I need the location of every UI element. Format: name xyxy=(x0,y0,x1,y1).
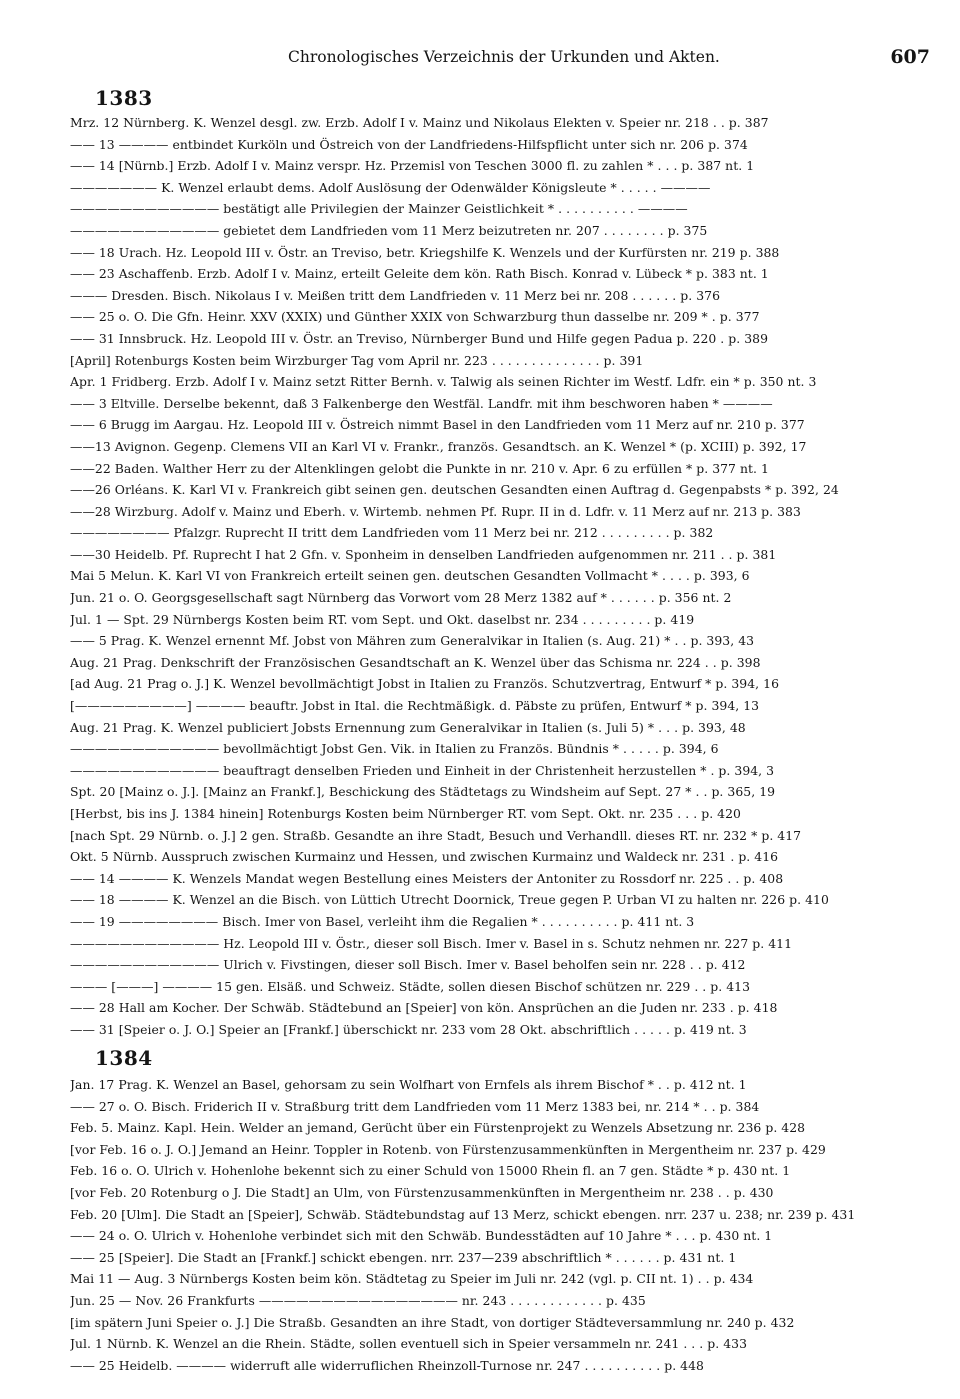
entry-line: Feb. 16 o. O. Ulrich v. Hohenlohe bekennt sich zu einer Schuld von 15000 Rhein fl. an 7 gen. Städte * p. 430 nt. 1 xyxy=(70,1163,791,1179)
entry-line: [—————————] ———— beauftr. Jobst in Ital. die Rechtmäßigk. d. Päbste zu prüfen, Entwurf * p. 394, 13 xyxy=(70,698,760,714)
entry-line: —— 27 o. O. Bisch. Friderich II v. Straßburg tritt dem Landfrieden vom 11 Merz 1383 bei, nr. 214 * . . p. 384 xyxy=(70,1098,760,1114)
entry-line: Aug. 21 Prag. Denkschrift der Französischen Gesandtschaft an K. Wenzel über das Schisma nr. 224 . . p. 398 xyxy=(70,654,761,670)
entry-line: ———————————— Hz. Leopold III v. Östr., dieser soll Bisch. Imer v. Basel in s. Schutz nehmen nr. 227 p. 411 xyxy=(70,935,793,951)
entry-line: —— 5 Prag. K. Wenzel ernennt Mf. Jobst von Mähren zum Generalvikar in Italien (s. Aug. 21) * . . p. 393, 43 xyxy=(70,633,755,649)
entry-line: Jul. 1 Nürnb. K. Wenzel an die Rhein. Städte, sollen eventuell sich in Speier versammeln nr. 241 . . . p. 433 xyxy=(70,1336,748,1352)
entry-line: —— 3 Eltville. Derselbe bekennt, daß 3 Falkenberge den Westfäl. Landfr. mit ihm beschworen haben * ———— xyxy=(70,395,773,411)
entry-line: Mrz. 12 Nürnberg. K. Wenzel desgl. zw. Erzb. Adolf I v. Mainz und Nikolaus Elekten v. Speier nr. 218 . . p. 387 xyxy=(70,115,769,130)
entry-line: ——— [———] ———— 15 gen. Elsäß. und Schweiz. Städte, sollen diesen Bischof schützen nr. 229 . . p. 413 xyxy=(70,978,751,994)
year-heading-1383: 1383 xyxy=(95,86,153,110)
entry-line: Aug. 21 Prag. K. Wenzel publiciert Jobsts Ernennung zum Generalvikar in Italien (s. Juli 5) * . . . p. 393, 48 xyxy=(70,719,746,735)
entry-line: Apr. 1 Fridberg. Erzb. Adolf I v. Mainz setzt Ritter Bernh. v. Talwig als seinen Richter im Westf. Ldfr. ein * p. 350 nt. 3 xyxy=(70,374,817,390)
entry-line: ———————— Pfalzgr. Ruprecht II tritt dem Landfrieden vom 11 Merz bei nr. 212 . . . . . . . . . p. 382 xyxy=(70,525,714,541)
entry-line: —— 14 [Nürnb.] Erzb. Adolf I v. Mainz verspr. Hz. Przemisl von Teschen 3000 fl. zu zahlen * . . . p. 387 nt. 1 xyxy=(70,158,755,174)
entry-line: [im spätern Juni Speier o. J.] Die Straßb. Gesandten an ihre Stadt, von dortiger Städteversammlung nr. 240 p. 432 xyxy=(70,1314,795,1330)
entry-line: ——30 Heidelb. Pf. Ruprecht I hat 2 Gfn. v. Sponheim in denselben Landfrieden aufgenommen nr. 211 . . p. 381 xyxy=(70,546,777,562)
entry-line: Jun. 25 — Nov. 26 Frankfurts ———————————————— nr. 243 . . . . . . . . . . . . p. 435 xyxy=(70,1292,646,1308)
entry-line: Spt. 20 [Mainz o. J.]. [Mainz an Frankf.], Beschickung des Städtetags zu Windsheim auf Sept. 27 * . . p. 365, 19 xyxy=(70,784,776,800)
entry-line: Feb. 20 [Ulm]. Die Stadt an [Speier], Schwäb. Städtebundstag auf 13 Merz, schickt ebengen. nrr. 237 u. 238; nr. 239 p. 431 xyxy=(70,1206,856,1222)
entry-line: [April] Rotenburgs Kosten beim Wirzburger Tag vom April nr. 223 . . . . . . . . . . . . . . p. 391 xyxy=(70,352,644,368)
page-title: Chronologisches Verzeichnis der Urkunden und Akten. xyxy=(288,48,720,66)
entry-line: ——13 Avignon. Gegenp. Clemens VII an Karl VI v. Frankr., französ. Gesandtsch. an K. Wenzel * (p. XCIII) p. 392, 17 xyxy=(70,438,807,454)
entry-line: [Herbst, bis ins J. 1384 hinein] Rotenburgs Kosten beim Nürnberger RT. vom Sept. Okt. nr. 235 . . . p. 420 xyxy=(70,806,741,821)
entry-line: —— 6 Brugg im Aargau. Hz. Leopold III v. Östreich nimmt Basel in den Landfrieden vom 11 Merz auf nr. 210 p. 377 xyxy=(70,417,805,433)
entry-line: Okt. 5 Nürnb. Ausspruch zwischen Kurmainz und Hessen, und zwischen Kurmainz und Waldeck nr. 231 . p. 416 xyxy=(70,849,779,865)
entry-line: ——26 Orléans. K. Karl VI v. Frankreich gibt seinen gen. deutschen Gesandten einen Auftrag d. Gegenpabsts * p. 392, 24 xyxy=(70,482,839,498)
entry-line: ——22 Baden. Walther Herr zu der Altenklingen gelobt die Punkte in nr. 210 v. Apr. 6 zu erfüllen * p. 377 nt. 1 xyxy=(70,460,769,476)
year-heading-1384: 1384 xyxy=(95,1046,153,1070)
entry-line: Mai 11 — Aug. 3 Nürnbergs Kosten beim kön. Städtetag zu Speier im Juli nr. 242 (vgl. p. CII nt. 1) . . p. 434 xyxy=(70,1271,754,1287)
entry-line: Feb. 5. Mainz. Kapl. Hein. Welder an jemand, Gerücht über ein Fürstenprojekt zu Wenzels Absetzung nr. 236 p. 428 xyxy=(70,1120,806,1136)
entry-line: ———————————— beauftragt denselben Frieden und Einheit in der Christenheit herzustellen * . p. 394, 3 xyxy=(70,762,775,778)
entry-line: —— 18 Urach. Hz. Leopold III v. Östr. an Treviso, betr. Kriegshilfe K. Wenzels und der Kurfürsten nr. 219 p. 388 xyxy=(70,244,780,260)
entry-line: [vor Feb. 16 o. J. O.] Jemand an Heinr. Toppler in Rotenb. von Fürstenzusammenkünften in Mergentheim nr. 237 p. 429 xyxy=(70,1141,826,1157)
entry-line: —— 31 [Speier o. J. O.] Speier an [Frankf.] überschickt nr. 233 vom 28 Okt. abschriftlich . . . . . p. 419 nt. 3 xyxy=(70,1021,747,1037)
entry-line: ——————— K. Wenzel erlaubt dems. Adolf Auslösung der Odenwälder Königsleute * . . . . . ———— xyxy=(70,179,711,195)
entry-line: Jan. 17 Prag. K. Wenzel an Basel, gehorsam zu sein Wolfhart von Ernfels als ihrem Bischof * . . p. 412 nt. 1 xyxy=(70,1077,747,1092)
entry-line: [vor Feb. 20 Rotenburg o J. Die Stadt] an Ulm, von Fürstenzusammenkünften in Mergentheim nr. 238 . . p. 430 xyxy=(70,1184,774,1200)
entry-line: —— 14 ———— K. Wenzels Mandat wegen Bestellung eines Meisters der Antoniter zu Rossdorf nr. 225 . . p. 408 xyxy=(70,870,784,886)
entry-line: [ad Aug. 21 Prag o. J.] K. Wenzel bevollmächtigt Jobst in Italien zu Französ. Schutzvertrag, Entwurf * p. 394, 16 xyxy=(70,676,780,692)
entries-1384 xyxy=(70,1074,936,1376)
entry-line: ———————————— bevollmächtigt Jobst Gen. Vik. in Italien zu Französ. Bündnis * . . . . . p. 394, 6 xyxy=(70,741,719,757)
entry-line: ———————————— Ulrich v. Fivstingen, dieser soll Bisch. Imer v. Basel beholfen sein nr. 228 . . p. 412 xyxy=(70,957,746,973)
entry-line: ———————————— bestätigt alle Privilegien der Mainzer Geistlichkeit * . . . . . . . . . . ———— xyxy=(70,201,688,217)
entry-line: —— 25 o. O. Die Gfn. Heinr. XXV (XXIX) und Günther XXIX von Schwarzburg thun dasselbe nr. 209 * . p. 377 xyxy=(70,309,760,325)
entry-line: Jul. 1 — Spt. 29 Nürnbergs Kosten beim RT. vom Sept. und Okt. daselbst nr. 234 . . . . . . . . . p. 419 xyxy=(70,611,695,627)
entry-line: —— 25 Heidelb. ———— widerruft alle widerruflichen Rheinzoll-Turnose nr. 247 . . . . . . . . . . p. 448 xyxy=(70,1357,704,1373)
running-header xyxy=(0,46,960,74)
entry-line: —— 31 Innsbruck. Hz. Leopold III v. Östr. an Treviso, Nürnberger Bund und Hilfe gegen Padua p. 220 . p. 389 xyxy=(70,330,769,346)
entry-line: Mai 5 Melun. K. Karl VI von Frankreich erteilt seinen gen. deutschen Gesandten Vollmacht * . . . . p. 393, 6 xyxy=(70,568,750,584)
entry-line: ———————————— gebietet dem Landfrieden vom 11 Merz beizutreten nr. 207 . . . . . . . . p. 375 xyxy=(70,222,708,238)
entry-line: —— 18 ———— K. Wenzel an die Bisch. von Lüttich Utrecht Doornick, Treue gegen P. Urban VI zu halten nr. 226 p. 410 xyxy=(70,892,829,908)
entry-line: Jun. 21 o. O. Georgsgesellschaft sagt Nürnberg das Vorwort vom 28 Merz 1382 auf * . . . . . . p. 356 nt. 2 xyxy=(70,590,732,606)
entries-1383 xyxy=(70,112,936,1041)
page-number: 607 xyxy=(890,46,930,68)
entry-line: —— 13 ———— entbindet Kurköln und Östreich von der Landfriedens-Hilfspflicht unter sich nr. 206 p. 374 xyxy=(70,136,748,152)
entry-line: ——28 Wirzburg. Adolf v. Mainz und Eberh. v. Wirtemb. nehmen Pf. Rupr. II in d. Ldfr. v. 11 Merz auf nr. 213 p. 383 xyxy=(70,503,801,519)
entry-line: —— 19 ———————— Bisch. Imer von Basel, verleiht ihm die Regalien * . . . . . . . . . . p. 411 nt. 3 xyxy=(70,913,695,929)
entry-line: ——— Dresden. Bisch. Nikolaus I v. Meißen tritt dem Landfrieden v. 11 Merz bei nr. 208 . . . . . . p. 376 xyxy=(70,287,720,303)
entry-line: —— 23 Aschaffenb. Erzb. Adolf I v. Mainz, erteilt Geleite dem kön. Rath Bisch. Konrad v. Lübeck * p. 383 nt. 1 xyxy=(70,266,769,282)
entry-line: —— 28 Hall am Kocher. Der Schwäb. Städtebund an [Speier] von kön. Ansprüchen an die Juden nr. 233 . p. 418 xyxy=(70,1000,778,1016)
entry-line: [nach Spt. 29 Nürnb. o. J.] 2 gen. Straßb. Gesandte an ihre Stadt, Besuch und Verhandll. dieses RT. nr. 232 * p. 417 xyxy=(70,827,802,843)
entry-line: —— 25 [Speier]. Die Stadt an [Frankf.] schickt ebengen. nrr. 237—239 abschriftlich * . . . . . . p. 431 nt. 1 xyxy=(70,1249,737,1265)
entry-line: —— 24 o. O. Ulrich v. Hohenlohe verbindet sich mit den Schwäb. Bundesstädten auf 10 Jahre * . . . p. 430 nt. 1 xyxy=(70,1228,773,1244)
